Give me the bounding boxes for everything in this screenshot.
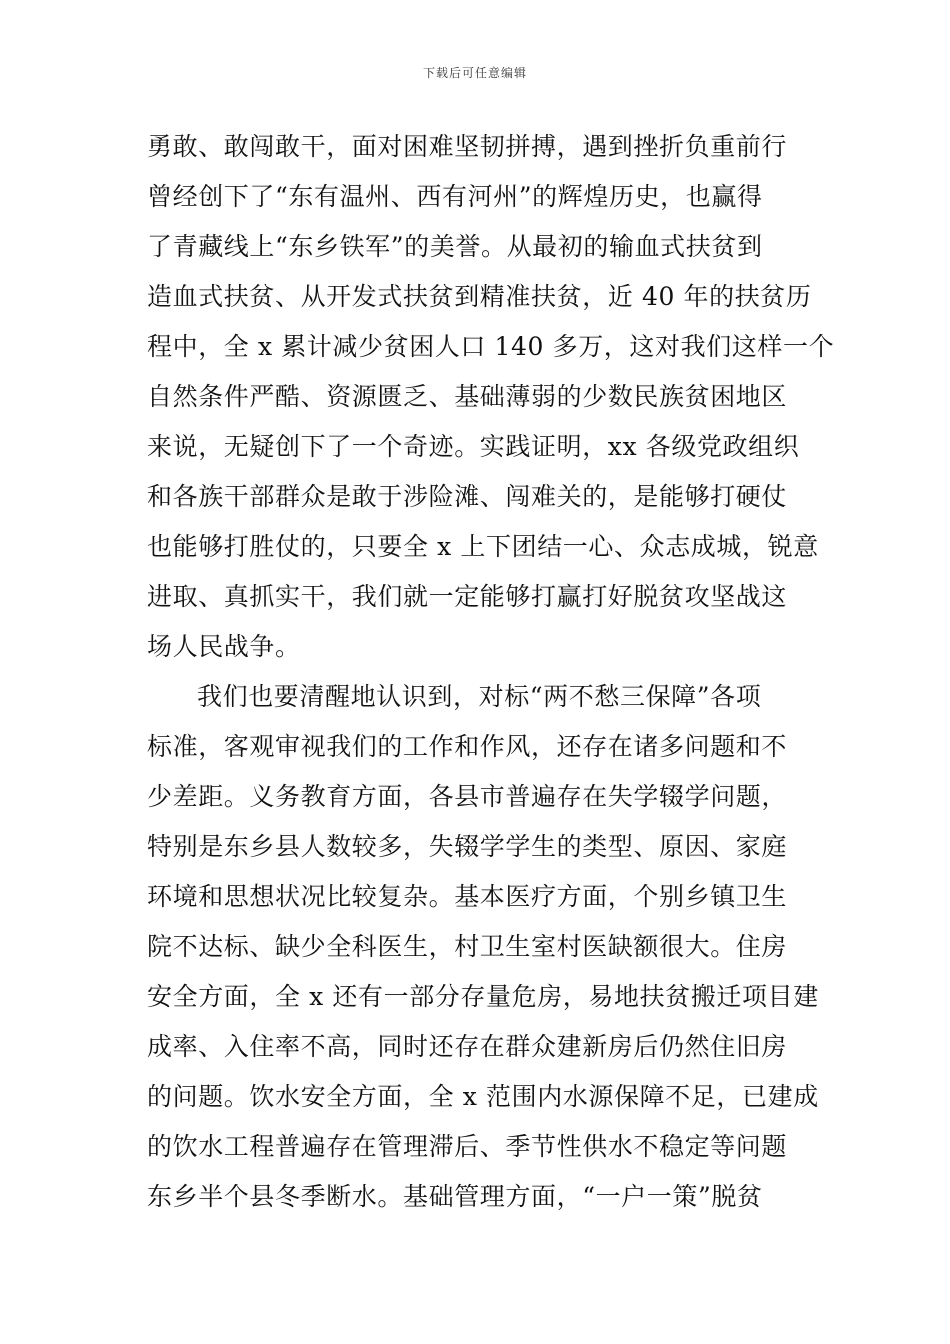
text-line: 曾经创下了“东有温州、西有河州”的辉煌历史，也赢得 [147,182,763,211]
text-line: 安全方面，全 x 还有一部分存量危房，易地扶贫搬迁项目建 [147,982,819,1011]
text-line-first-indented: 我们也要清醒地认识到，对标“两不愁三保障”各项 [197,682,762,711]
text-line: 特别是东乡县人数较多，失辍学学生的类型、原因、家庭 [147,832,788,861]
text-line: 的问题。饮水安全方面，全 x 范围内水源保障不足，已建成 [147,1082,819,1111]
text-line: 标准，客观审视我们的工作和作风，还存在诸多问题和不 [147,732,788,761]
document-body [147,127,835,1227]
text-line: 来说，无疑创下了一个奇迹。实践证明，xx 各级党政组织 [147,432,800,461]
text-line: 少差距。义务教育方面，各县市普遍存在失学辍学问题， [147,782,788,811]
text-line: 院不达标、缺少全科医生，村卫生室村医缺额很大。住房 [147,932,788,961]
text-line: 进取、真抓实干，我们就一定能够打赢打好脱贫攻坚战这 [147,582,788,611]
text-line: 场人民战争。 [147,632,301,661]
text-line: 成率、入住率不高，同时还存在群众建新房后仍然住旧房 [147,1032,788,1061]
text-line: 环境和思想状况比较复杂。基本医疗方面，个别乡镇卫生 [147,882,788,911]
text-line: 也能够打胜仗的，只要全 x 上下团结一心、众志成城，锐意 [147,532,819,561]
text-line: 自然条件严酷、资源匮乏、基础薄弱的少数民族贫困地区 [147,382,788,411]
text-line: 东乡半个县冬季断水。基础管理方面，“一户一策”脱贫 [147,1182,763,1211]
text-line: 的饮水工程普遍存在管理滞后、季节性供水不稳定等问题 [147,1132,788,1161]
paragraph-2 [147,677,819,1227]
text-line: 勇敢、敢闯敢干，面对困难坚韧拼搏，遇到挫折负重前行 [147,132,788,161]
text-line: 造血式扶贫、从开发式扶贫到精准扶贫，近 40 年的扶贫历 [147,282,812,311]
page-header: 下载后可任意编辑 [422,66,527,80]
paragraph-1 [147,127,835,677]
text-line: 和各族干部群众是敢于涉险滩、闯难关的，是能够打硬仗 [147,482,788,511]
text-line: 了青藏线上“东乡铁军”的美誉。从最初的输血式扶贫到 [147,232,763,261]
text-line: 程中，全 x 累计减少贫困人口 140 多万，这对我们这样一个 [147,332,835,361]
